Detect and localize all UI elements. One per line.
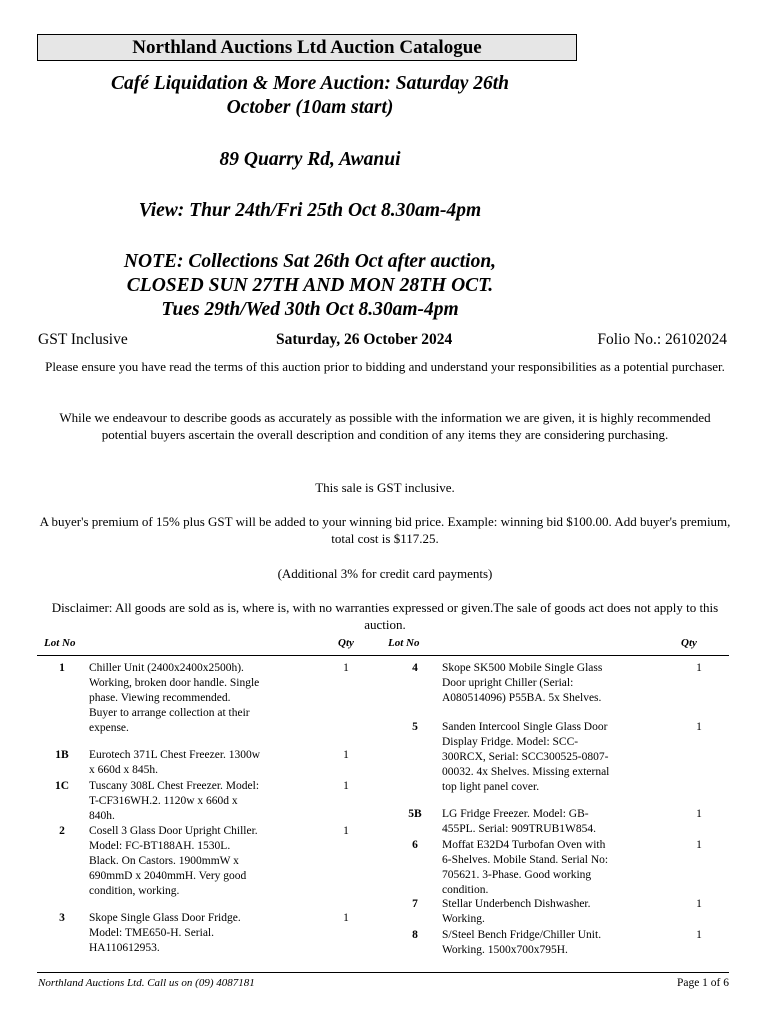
lot-number: 4 — [412, 662, 418, 674]
lot-description: Skope SK500 Mobile Single Glass Door upright Chiller (Serial: A080514096) P55BA. 5x Shelves. — [442, 662, 603, 704]
footer-contact: Northland Auctions Ltd. Call us on (09) 4087181 — [38, 977, 255, 989]
column-lot-no-right: Lot No — [388, 637, 420, 649]
lot-description: S/Steel Bench Fridge/Chiller Unit. Working. 1500x700x795H. — [442, 929, 602, 956]
lot-qty: 1 — [696, 662, 702, 674]
lot-qty: 1 — [696, 898, 702, 910]
lot-qty: 1 — [343, 825, 349, 837]
sale-title-line-2: October (10am start) — [226, 97, 394, 118]
lot-description: LG Fridge Freezer. Model: GB-455PL. Serial: 909TRUB1W854. — [442, 808, 596, 835]
lot-number: 5 — [412, 721, 418, 733]
gst-paragraph: This sale is GST inclusive. — [315, 480, 455, 495]
terms-paragraph: Please ensure you have read the terms of this auction prior to bidding and understand your responsibilities as a potential purchaser. — [45, 359, 725, 374]
lot-description: Tuscany 308L Chest Freezer. Model: T-CF316WH.2. 1120w x 660d x 840h. — [89, 780, 260, 822]
lot-number: 1B — [55, 749, 69, 761]
lot-number: 5B — [408, 808, 422, 820]
viewing-times: View: Thur 24th/Fri 25th Oct 8.30am-4pm — [138, 200, 482, 221]
lot-qty: 1 — [343, 780, 349, 792]
lot-qty: 1 — [343, 662, 349, 674]
lot-qty: 1 — [696, 808, 702, 820]
gst-label: GST Inclusive — [38, 331, 128, 348]
lot-number: 3 — [59, 912, 65, 924]
header-divider — [37, 655, 729, 656]
lot-qty: 1 — [696, 929, 702, 941]
lot-description: Moffat E32D4 Turbofan Oven with 6-Shelves. Mobile Stand. Serial No: 705621. 3-Phase. Good working condition. — [442, 839, 609, 896]
lot-qty: 1 — [343, 749, 349, 761]
lot-description: Chiller Unit (2400x2400x2500h). Working, broken door handle. Single phase. Viewing recommended. Buyer to arrange collection at their expense. — [89, 662, 260, 734]
sale-address: 89 Quarry Rd, Awanui — [219, 149, 401, 170]
credit-card-paragraph: (Additional 3% for credit card payments) — [277, 566, 493, 581]
lot-number: 1 — [59, 662, 65, 674]
collection-note-line-3: Tues 29th/Wed 30th Oct 8.30am-4pm — [161, 299, 459, 320]
column-lot-no-left: Lot No — [44, 637, 76, 649]
lot-number: 7 — [412, 898, 418, 910]
lot-number: 2 — [59, 825, 65, 837]
column-qty-left: Qty — [338, 637, 354, 649]
folio-number: Folio No.: 26102024 — [597, 331, 727, 348]
column-qty-right: Qty — [681, 637, 697, 649]
lot-description: Cosell 3 Glass Door Upright Chiller. Model: FC-BT188AH. 1530L. Black. On Castors. 1900mmW x 690mmD x 2040mmH. Very good condition, working. — [89, 825, 258, 897]
sale-date: Saturday, 26 October 2024 — [276, 331, 453, 348]
lot-number: 8 — [412, 929, 418, 941]
lot-description: Skope Single Glass Door Fridge. Model: TME650-H. Serial. HA110612953. — [89, 912, 241, 954]
lot-qty: 1 — [696, 721, 702, 733]
buyers-premium-paragraph: A buyer's premium of 15% plus GST will be added to your winning bid price. Example: winning bid $100.00. Add buyer's premium, total cost is $117.25. — [39, 514, 731, 546]
page-number: Page 1 of 6 — [676, 977, 729, 989]
lot-number: 1C — [54, 780, 70, 792]
collection-note-line-2: CLOSED SUN 27TH AND MON 28TH OCT. — [126, 275, 494, 296]
lot-description: Eurotech 371L Chest Freezer. 1300w x 660d x 845h. — [89, 749, 261, 776]
lot-number: 6 — [412, 839, 418, 851]
catalogue-title: Northland Auctions Ltd Auction Catalogue — [37, 34, 577, 61]
footer-divider — [37, 972, 729, 973]
lot-qty: 1 — [696, 839, 702, 851]
disclaimer-paragraph: Disclaimer: All goods are sold as is, where is, with no warranties expressed or given.The sale of goods act does not apply to this auction. — [51, 600, 719, 632]
collection-note-line-1: NOTE: Collections Sat 26th Oct after auction, — [123, 251, 497, 272]
description-paragraph: While we endeavour to describe goods as accurately as possible with the information we are given, it is highly recommended potential buyers ascertain the overall description and condition of any items they are considering purchasing. — [59, 410, 711, 442]
lot-qty: 1 — [343, 912, 349, 924]
lot-description: Stellar Underbench Dishwasher. Working. — [442, 898, 591, 925]
lot-description: Sanden Intercool Single Glass Door Display Fridge. Model: SCC-300RCX, Serial: SCC300525-0807-00032. 4x Shelves. Missing external top light panel cover. — [442, 721, 610, 793]
sale-title-line-1: Café Liquidation & More Auction: Saturday 26th — [111, 73, 509, 94]
